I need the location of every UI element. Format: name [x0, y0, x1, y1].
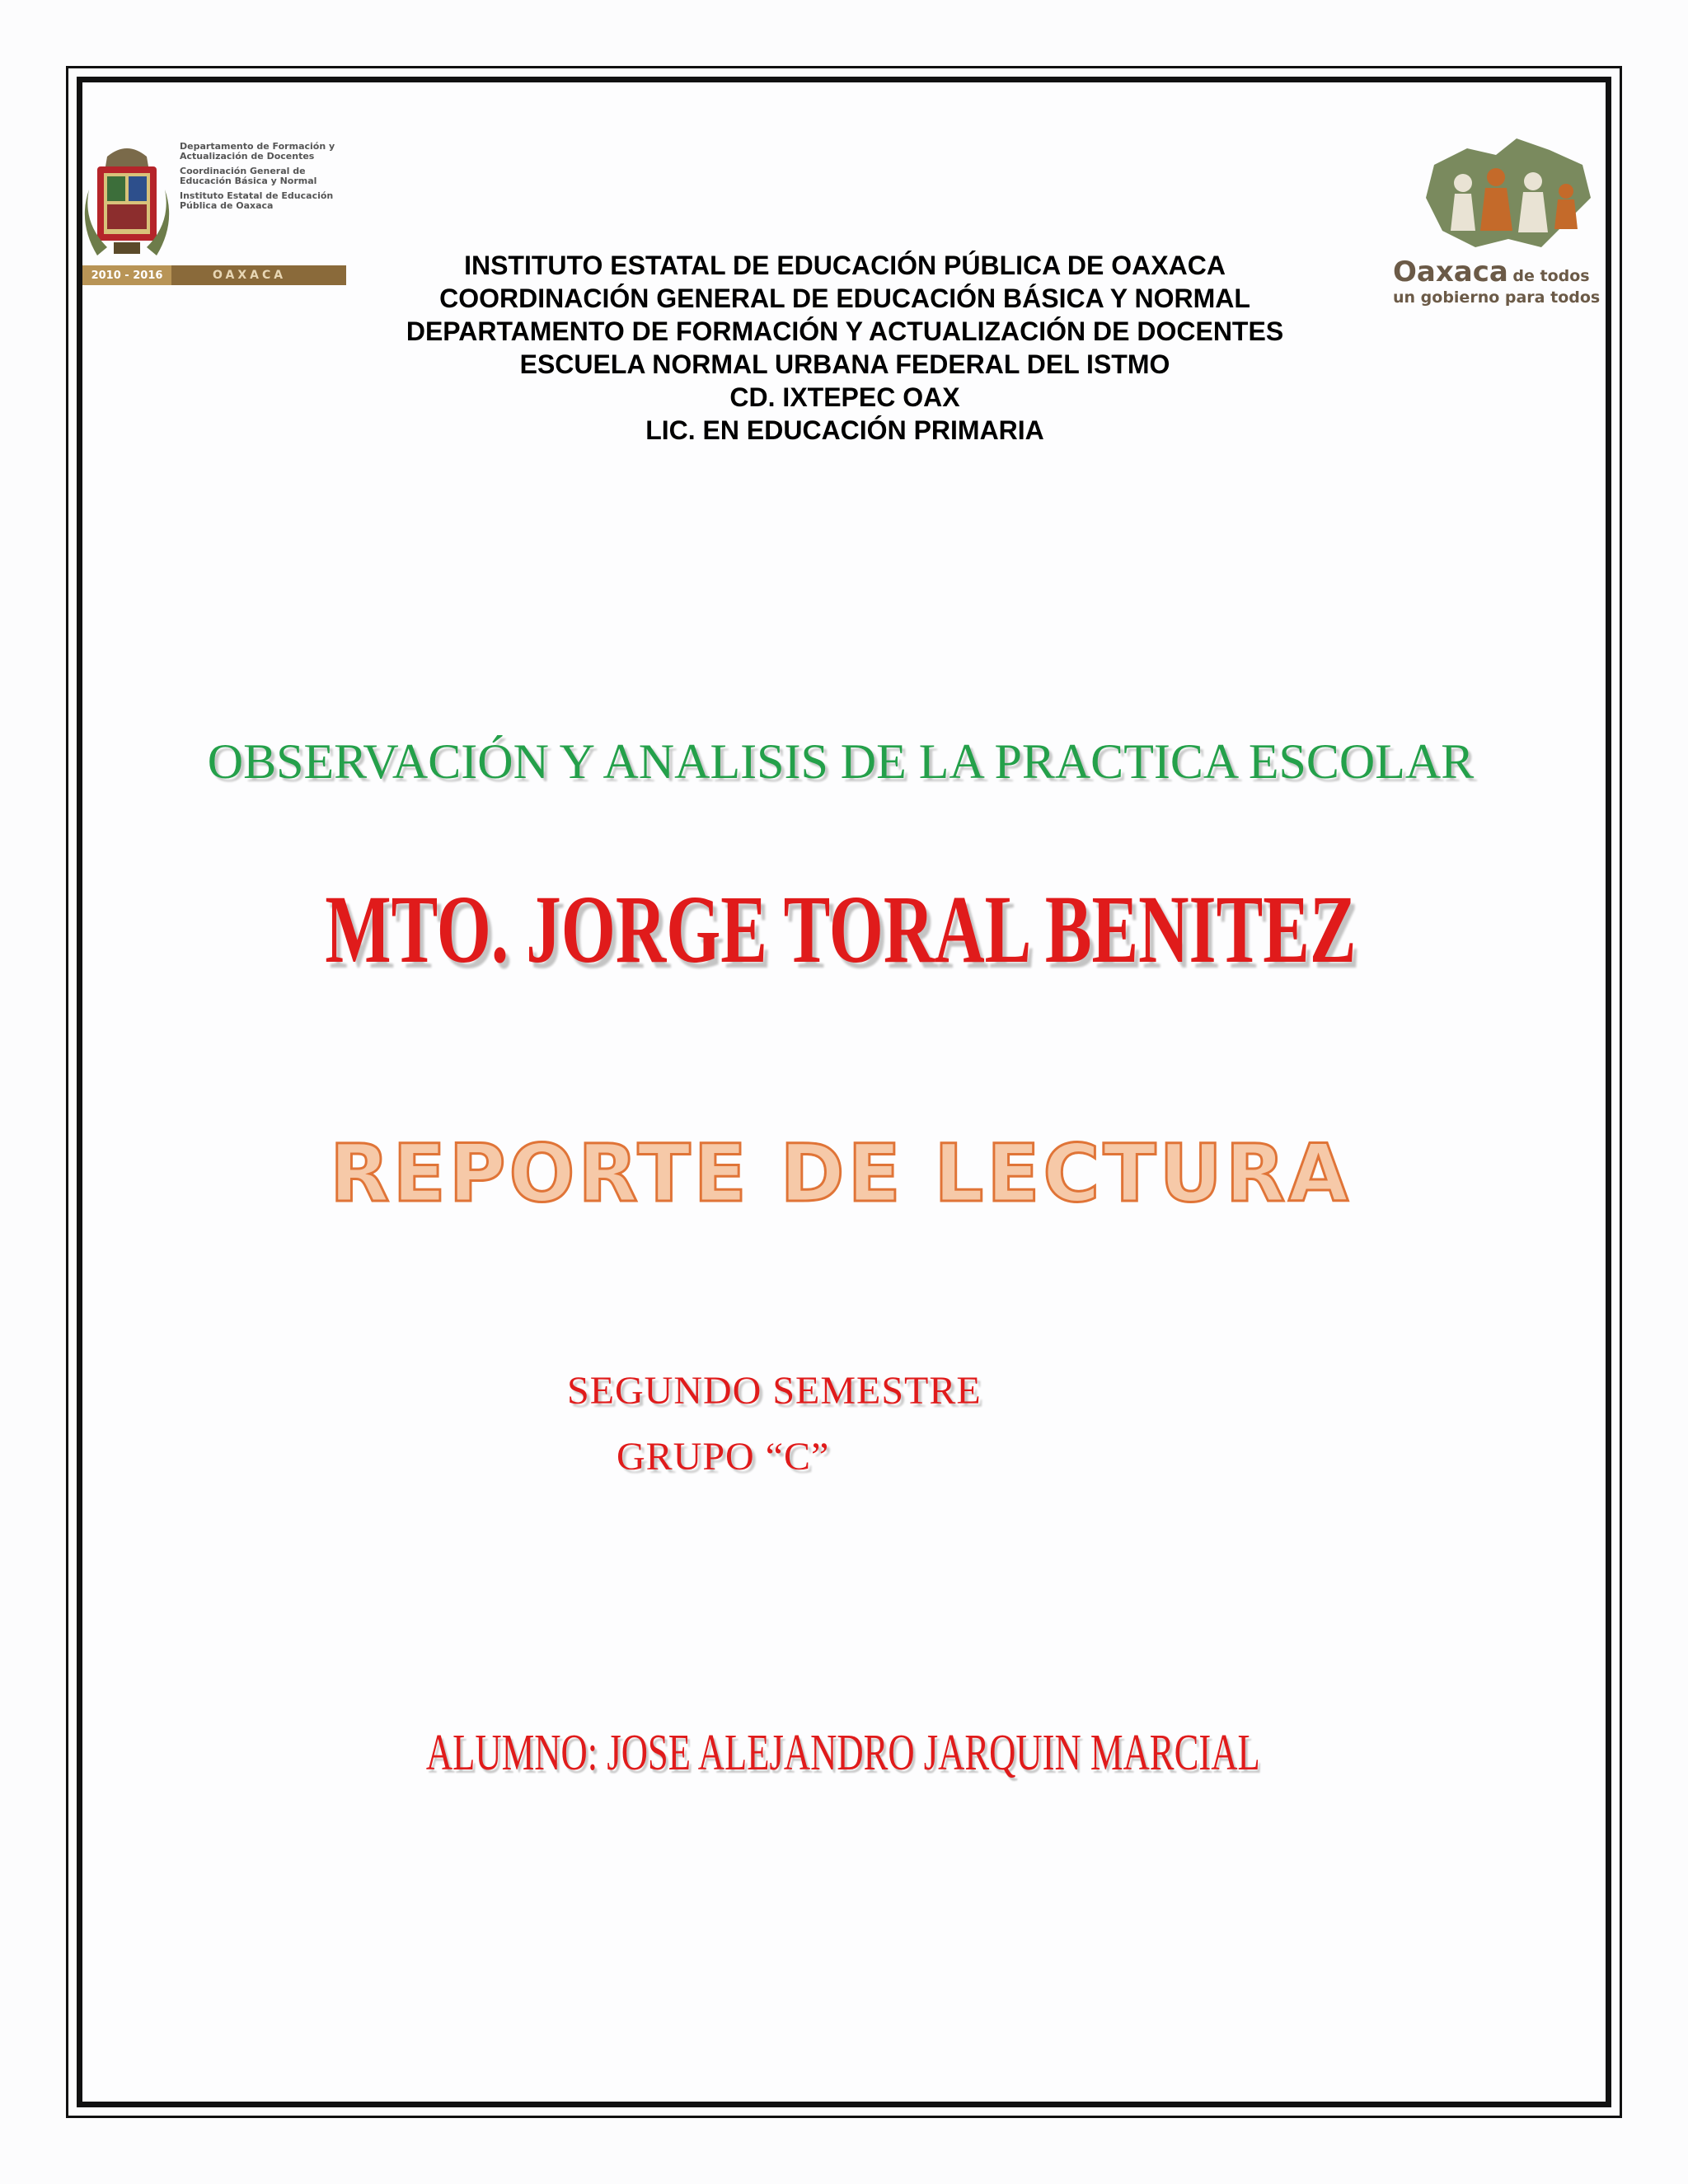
header-line-1: INSTITUTO ESTATAL DE EDUCACIÓN PÚBLICA DE OAXACA	[464, 251, 1226, 280]
semester-label: SEGUNDO SEMESTRE	[567, 1369, 982, 1413]
student-name: ALUMNO: JOSE ALEJANDRO JARQUIN MARCIAL	[425, 1725, 1260, 1781]
course-title: OBSERVACIÓN Y ANALISIS DE LA PRACTICA ESCOLAR	[207, 734, 1475, 789]
oaxaca-map-people-icon	[1418, 132, 1599, 255]
dept-line-2: Coordinación General de Educación Básica y Normal	[180, 166, 317, 186]
oaxaca-coat-of-arms-icon	[82, 140, 171, 262]
header-line-3: DEPARTAMENTO DE FORMACIÓN Y ACTUALIZACIÓN DE DOCENTES	[406, 316, 1284, 346]
logo-years: 2010 - 2016	[82, 265, 171, 285]
government-slogan: un gobierno para todos	[1393, 288, 1601, 307]
group-label: GRUPO “C”	[617, 1435, 830, 1479]
dept-line-3: Instituto Estatal de Educación Pública de Oaxaca	[180, 190, 334, 211]
header-line-2: COORDINACIÓN GENERAL DE EDUCACIÓN BÁSICA Y NORMAL	[439, 284, 1250, 313]
teacher-name: MTO. JORGE TORAL BENITEZ	[325, 875, 1357, 983]
institution-header	[247, 249, 1442, 447]
dept-line-1: Departamento de Formación y Actualización de Docentes	[180, 141, 335, 162]
header-line-4: ESCUELA NORMAL URBANA FEDERAL DEL ISTMO	[519, 349, 1170, 379]
header-line-6: LIC. EN EDUCACIÓN PRIMARIA	[645, 415, 1044, 445]
header-line-5: CD. IXTEPEC OAX	[729, 382, 960, 412]
brand-oaxaca: Oaxaca	[1393, 255, 1508, 288]
department-text	[180, 142, 349, 216]
logo-state: OAXACA	[213, 269, 287, 282]
brand-suffix: de todos	[1512, 267, 1590, 285]
report-title: REPORTE DE LECTURA	[330, 1127, 1352, 1220]
